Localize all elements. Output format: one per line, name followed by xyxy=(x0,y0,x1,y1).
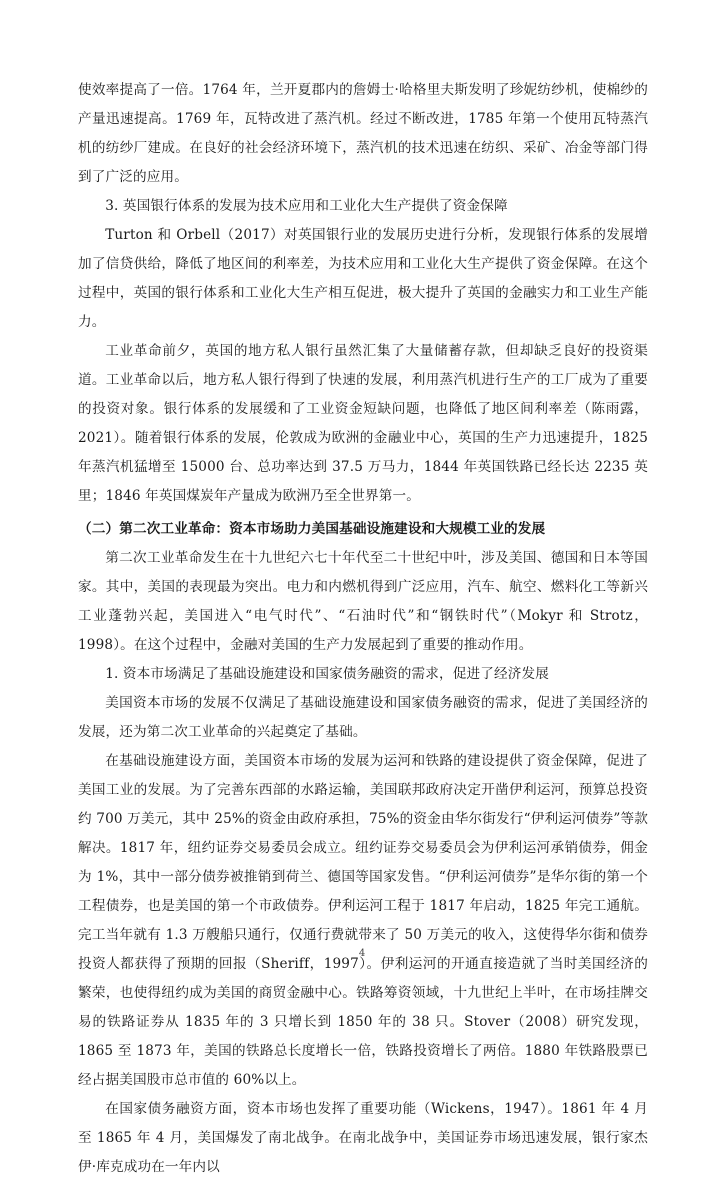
page-number: 4 xyxy=(358,948,366,959)
paragraph-second-revolution-overview: 第二次工业革命发生在十九世纪六七十年代至二十世纪中叶，涉及美国、德国和日本等国家。其中，美国的表现最为突出。电力和内燃机得到广泛应用，汽车、航空、燃料化工等新兴工业蓬勃兴起，美国进入“电气时代”、“石油时代”和“钢铁时代”（Mokyr 和 Strotz，1998）。在这个过程中，金融对美国的生产力发展起到了重要的推动作用。 xyxy=(78,550,648,653)
paragraph-national-debt: 在国家债务融资方面，资本市场也发挥了重要功能（Wickens，1947）。1861 年 4 月至 1865 年 4 月，美国爆发了南北战争。在南北战争中，美国证券市场迅速发展，银行家杰伊·库克成功在一年内以 xyxy=(78,1101,648,1175)
paragraph-private-banks: 工业革命前夕，英国的地方私人银行虽然汇集了大量储蓄存款，但却缺乏良好的投资渠道。工业革命以后，地方私人银行得到了快速的发展，利用蒸汽机进行生产的工厂成为了重要的投资对象。银行体系的发展缓和了工业资金短缺问题，也降低了地区间利率差（陈雨露，2021）。随着银行体系的发展，伦敦成为欧洲的金融业中心，英国的生产力迅速提升，1825 年蒸汽机猛增至 15000 台、总功率达到 37.5 万马力，1844 年英国铁路已经长达 2235 英里；1846 年英国煤炭年产量成为欧洲乃至全世界第一。 xyxy=(78,343,648,504)
subheading-uk-banking: 3. 英国银行体系的发展为技术应用和工业化大生产提供了资金保障 xyxy=(105,198,508,214)
section-heading-second-industrial-revolution: （二）第二次工业革命：资本市场助力美国基础设施建设和大规模工业的发展 xyxy=(78,521,546,537)
paragraph-capital-market-intro: 美国资本市场的发展不仅满足了基础设施建设和国家债务融资的需求，促进了美国经济的发展，还为第二次工业革命的兴起奠定了基础。 xyxy=(78,695,648,740)
paragraph-steam-engine: 使效率提高了一倍。1764 年，兰开夏郡内的詹姆士·哈格里夫斯发明了珍妮纺纱机，使棉纱的产量迅速提高。1769 年，瓦特改进了蒸汽机。经过不断改进，1785 年第一个使用瓦特蒸汽机的纺纱厂建成。在良好的社会经济环境下，蒸汽机的技术迅速在纺织、采矿、冶金等部门得到了广泛的应用。 xyxy=(78,82,648,185)
document-body xyxy=(78,76,648,1182)
paragraph-infrastructure: 在基础设施建设方面，美国资本市场的发展为运河和铁路的建设提供了资金保障，促进了美国工业的发展。为了完善东西部的水路运输，美国联邦政府决定开凿伊利运河，预算总投资约 700 万美元，其中 25%的资金由政府承担，75%的资金由华尔街发行“伊利运河债券”等款解决。1817 年，纽约证券交易委员会成立。纽约证券交易委员会为伊利运河承销债券，佣金为 1%，其中一部分债券被推销到荷兰、德国等国家发售。“伊利运河债券”是华尔街的第一个工程债券，也是美国的第一个市政债券。伊利运河工程于 1817 年启动，1825 年完工通航。完工当年就有 1.3 万艘船只通行，仅通行费就带来了 50 万美元的收入，这使得华尔街和债券投资人都获得了预期的回报（Sheriff，1997）。伊利运河的开通直接造就了当时美国经济的繁荣，也使得纽约成为美国的商贸金融中心。铁路筹资领域，十九世纪上半叶，在市场挂牌交易的铁路证券从 1835 年的 3 只增长到 1850 年的 38 只。Stover（2008）研究发现，1865 至 1873 年，美国的铁路总长度增长一倍，铁路投资增长了两倍。1880 年铁路股票已经占据美国股市总市值的 60%以上。 xyxy=(78,753,648,1088)
paragraph-turton-orbell: Turton 和 Orbell（2017）对英国银行业的发展历史进行分析，发现银行体系的发展增加了信贷供给，降低了地区间的利率差，为技术应用和工业化大生产提供了资金保障。在这个过程中，英国的银行体系和工业化大生产相互促进，极大提升了英国的金融实力和工业生产能力。 xyxy=(78,227,648,330)
subheading-capital-market: 1. 资本市场满足了基础设施建设和国家债务融资的需求，促进了经济发展 xyxy=(105,666,549,682)
